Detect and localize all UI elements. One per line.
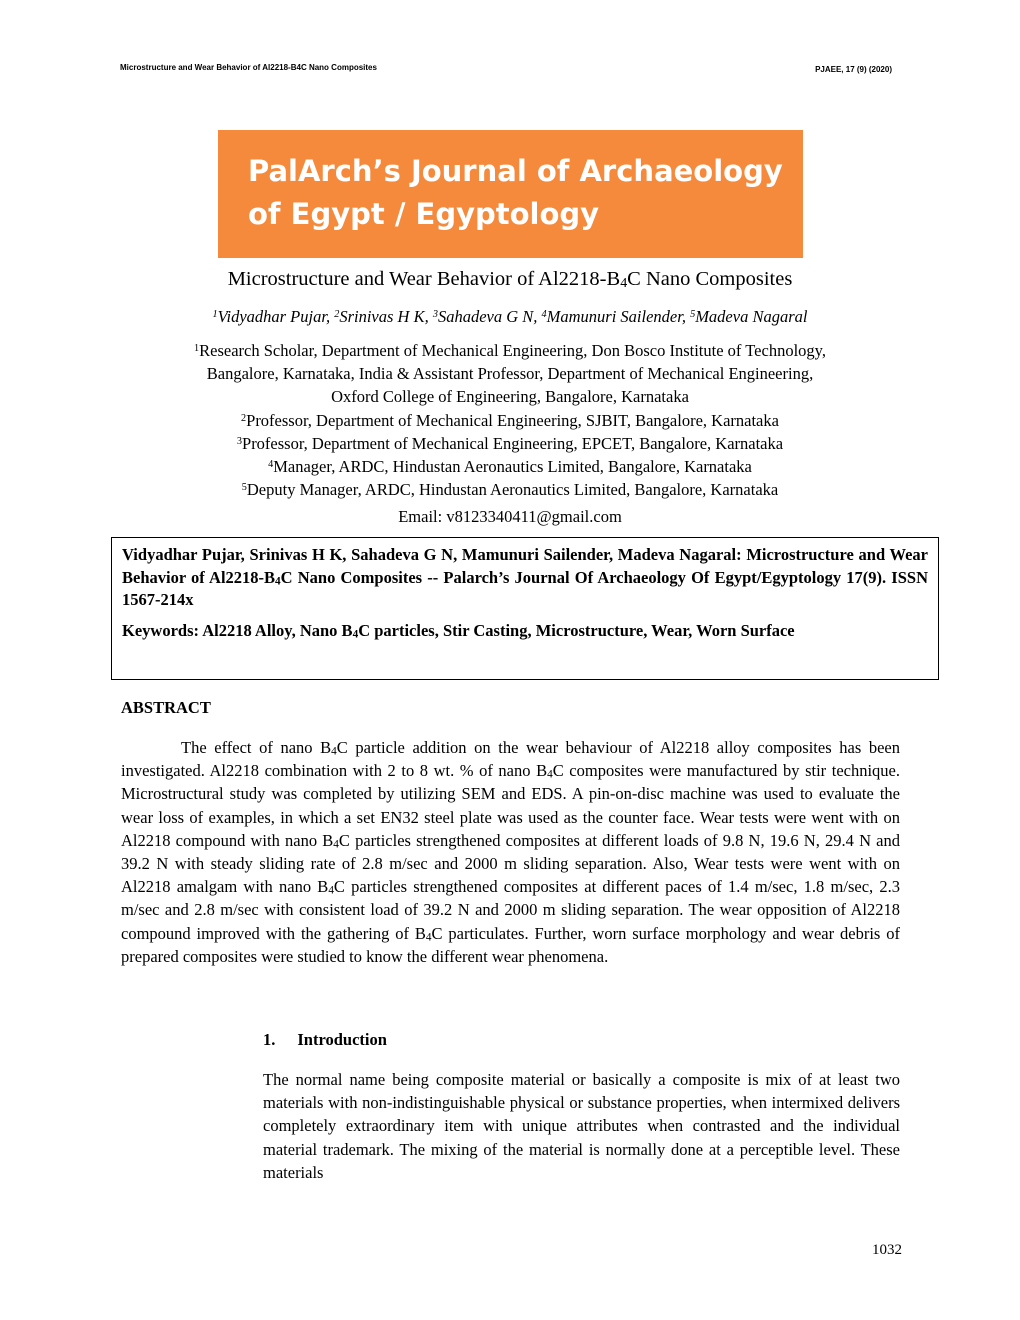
running-header-journal-ref: PJAEE, 17 (9) (2020)	[815, 65, 892, 74]
affiliation-2: $^2$Professor, Department of Mechanical Engineering, SJBIT, Bangalore, Karnataka	[241, 410, 779, 430]
affiliations	[110, 339, 910, 529]
author-name: Srinivas H K,	[339, 307, 429, 326]
contact-email: Email: v8123340411@gmail.com	[398, 507, 622, 527]
author-list: $^1$Vidyadhar Pujar, $^2$Srinivas H K, $^3$Sahadeva G N, $^4$Mamunuri Sailender, $^5$Madeva Nagaral	[212, 307, 808, 326]
citation-text: Vidyadhar Pujar, Srinivas H K, Sahadeva G N, Mamunuri Sailender, Madeva Nagaral: Microstructure and Wear Behavior of $Al2218-B_4C$ Nano Composites -- Palarch’s Journal Of Archaeology Of Egypt/Egyptology 17(9). ISSN 1567-214x	[122, 545, 928, 609]
abstract-heading: ABSTRACT	[121, 698, 211, 717]
banner-line-2: of Egypt / Egyptology	[248, 197, 600, 231]
author-name: Mamunuri Sailender,	[546, 307, 686, 326]
abstract-text: The effect of nano $B_4C$ particle addition on the wear behaviour of Al2218 alloy composites has been investigated. Al2218 combination with 2 to 8 wt. % of nano $B_4C$ composites were manufactured by stir technique. Microstructural study was completed by utilizing SEM and EDS. A pin-on-disc machine was used to evaluate the wear loss of examples, in which a set EN32 steel plate was used as the counter face. Wear tests were went with on Al2218 compound with nano $B_4C$ particles strengthened composites at different loads of 9.8 N, 19.6 N, 29.4 N and 39.2 N with steady sliding rate of 2.8 m/sec and 2000 m sliding separation. Also, Wear tests were went with on Al2218 amalgam with nano $B_4C$ particles strengthened composites at different paces of 1.4 m/sec, 1.8 m/sec, 2.3 m/sec and 2.8 m/sec with consistent load of 39.2 N and 2000 m sliding separation. The wear opposition of Al2218 compound improved with the gathering of $B_4C$ particulates. Further, worn surface morphology and wear debris of prepared composites were studied to know the different wear phenomena.	[121, 738, 900, 966]
paper-title: Microstructure and Wear Behavior of $Al2218-B_4C$ Nano Composites	[227, 268, 793, 292]
author-name: Vidyadhar Pujar,	[217, 307, 331, 326]
keywords: Keywords: Al2218 Alloy, Nano $B_4C$ particles, Stir Casting, Microstructure, Wear, Worn Surface	[122, 620, 795, 641]
affiliation-3: $^3$Professor, Department of Mechanical Engineering, EPCET, Bangalore, Karnataka	[236, 433, 784, 453]
affiliation-1: $^1$Research Scholar, Department of Mechanical Engineering, Don Bosco Institute of Technology,	[194, 341, 826, 360]
introduction-text: The normal name being composite material or basically a composite is mix of at least two materials with non-indistinguishable physical or substance properties, when intermixed delivers completely extraordinary item with unique attributes when contrasted and the individual material trademark. The mixing of the material is normally done at a perceptible level. These materials	[263, 1070, 900, 1182]
citation-box	[111, 537, 939, 680]
page-number: 1032	[872, 1242, 902, 1258]
banner-line-1: PalArch’s Journal of Archaeology	[248, 154, 783, 188]
author-name: Madeva Nagaral	[695, 307, 808, 326]
journal-banner-logo	[218, 130, 803, 258]
author-name: Sahadeva G N,	[437, 307, 538, 326]
affiliation-5: $^5$Deputy Manager, ARDC, Hindustan Aeronautics Limited, Bangalore, Karnataka	[241, 480, 779, 500]
running-header-title: Microstructure and Wear Behavior of Al2218-B4C Nano Composites	[120, 63, 377, 72]
affiliation-1-cont: Oxford College of Engineering, Bangalore, Karnataka	[331, 387, 689, 407]
introduction-heading: 1. Introduction	[263, 1030, 387, 1049]
affiliation-1-cont: Bangalore, Karnataka, India & Assistant Professor, Department of Mechanical Engineering,	[206, 364, 814, 384]
affiliation-4: $^4$Manager, ARDC, Hindustan Aeronautics Limited, Bangalore, Karnataka	[268, 457, 752, 477]
